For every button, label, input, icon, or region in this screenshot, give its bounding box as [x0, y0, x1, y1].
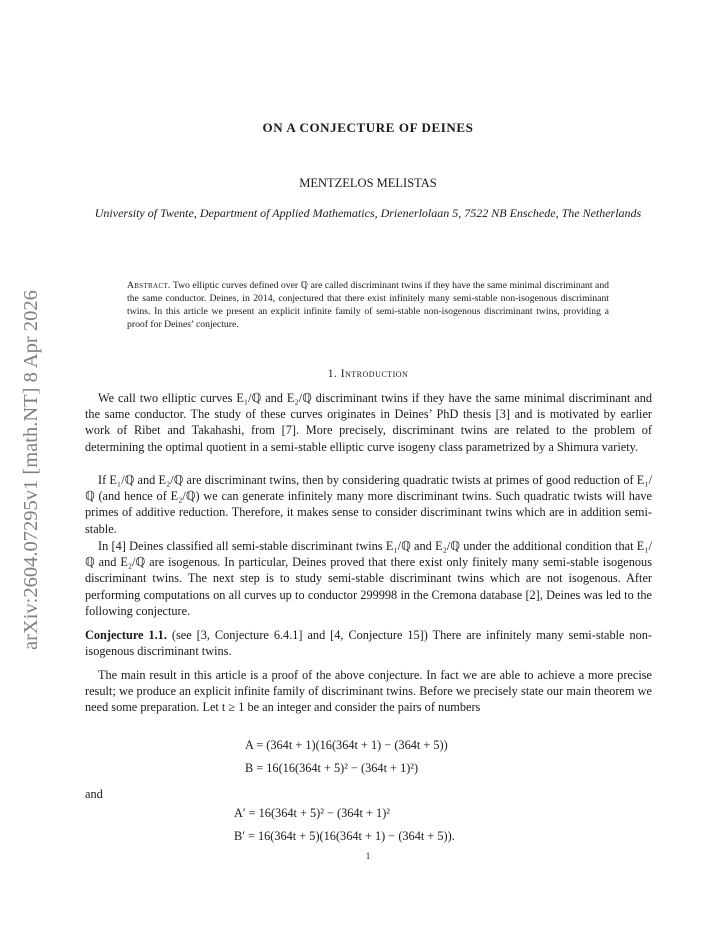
paragraph-4: [85, 667, 652, 716]
equation-A-prime: A′ = 16(364t + 5)² − (364t + 1)²: [234, 806, 390, 820]
paragraph-3-text: In [4] Deines classified all semi-stable discriminant twins E₁/ℚ and E₂/ℚ under the additional condition that E₁/ℚ and E₂/ℚ are isogenous. In particular, Deines proved that there exist only finitely many semi-stable isogenous discriminant twins. The next step is to study semi-stable discriminant twins which are not isogenous. After performing computations on all curves up to conductor 299998 in the Cremona database [2], Deines was led to the following conjecture.: [85, 539, 652, 618]
conjecture-1-1: [85, 627, 652, 659]
paragraph-1-text: We call two elliptic curves E₁/ℚ and E₂/ℚ discriminant twins if they have the same minimal discriminant and the same conductor. The study of these curves originates in Deines’ PhD thesis [3] and is motivated by earlier work of Ribet and Takahashi, from [7]. More precisely, discriminant twins are related to the problem of determining the optimal quotient in a semi-stable elliptic curve isogeny class parametrized by a Shimura variety.: [85, 391, 652, 454]
section-heading: 1. Introduction: [327, 368, 409, 380]
abstract-label: Abstract.: [127, 280, 171, 291]
paragraph-3: [85, 538, 652, 619]
word-and: and: [85, 787, 103, 801]
equation-A: A = (364t + 1)(16(364t + 1) − (364t + 5)): [245, 738, 448, 752]
paragraph-4-text: The main result in this article is a proof of the above conjecture. In fact we are able to achieve a more precise result; we produce an explicit infinite family of discriminant twins. Before we precisely state our main theorem we need some preparation. Let t ≥ 1 be an integer and consider the pairs of numbers: [85, 668, 652, 715]
paragraph-2-text: If E₁/ℚ and E₂/ℚ are discriminant twins, then by considering quadratic twists at primes of good reduction of E₁/ℚ (and hence of E₂/ℚ) we can generate infinitely many more discriminant twins. Such quadratic twists will have primes of additive reduction. Therefore, it makes sense to consider discriminant twins which are in addition semi-stable.: [85, 473, 652, 536]
arxiv-sidebar: [16, 250, 56, 650]
paper-title: ON A CONJECTURE OF DEINES: [262, 120, 474, 135]
abstract-text: Two elliptic curves defined over ℚ are called discriminant twins if they have the same minimal discriminant and the same conductor. Deines, in 2014, conjectured that there exist infinitely many semi-stable non-isogenous discriminant twins. In this article we present an explicit infinite family of semi-stable non-isogenous discriminant twins, providing a proof for Deines’ conjecture.: [127, 280, 610, 331]
author-name: MENTZELOS MELISTAS: [299, 176, 437, 190]
page-number: 1: [365, 851, 371, 861]
arxiv-identifier: arXiv:2604.07295v1 [math.NT] 8 Apr 2026: [20, 290, 42, 650]
conjecture-label: Conjecture 1.1.: [85, 628, 167, 642]
abstract: [127, 279, 609, 331]
conjecture-text: (see [3, Conjecture 6.4.1] and [4, Conjecture 15]) There are infinitely many semi-stable non-isogenous discriminant twins.: [85, 628, 653, 659]
equation-B-prime: B′ = 16(364t + 5)(16(364t + 1) − (364t + 5)).: [234, 829, 455, 843]
paragraph-1: [85, 390, 652, 455]
equation-B: B = 16(16(364t + 5)² − (364t + 1)²): [245, 761, 419, 775]
paragraph-2: [85, 472, 652, 537]
author-affiliation: University of Twente, Department of Applied Mathematics, Drienerlolaan 5, 7522 NB Enschede, The Netherlands: [94, 206, 642, 220]
